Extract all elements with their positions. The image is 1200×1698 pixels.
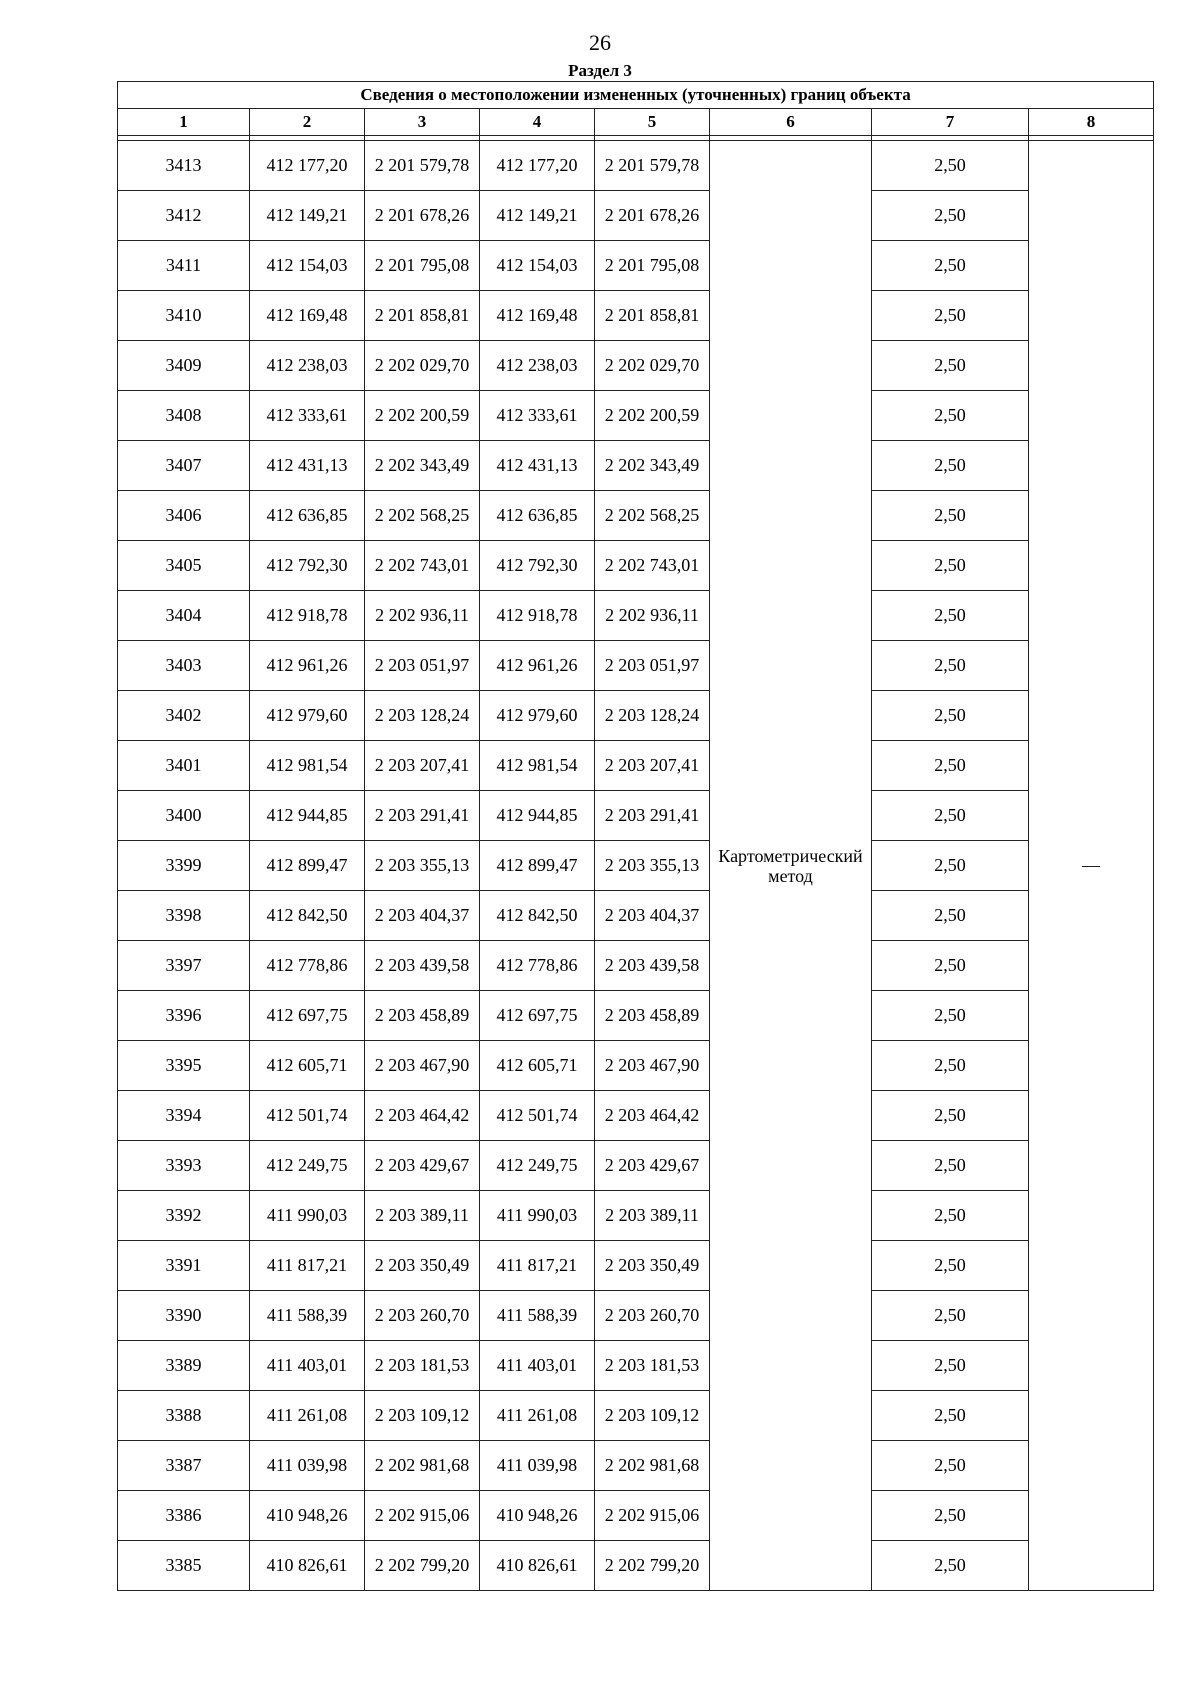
x-refined-cell: 412 944,85 — [480, 791, 595, 841]
y-existing-cell: 2 202 029,70 — [365, 341, 480, 391]
table-row — [118, 791, 1154, 841]
point-id-cell: 3413 — [118, 141, 250, 191]
accuracy-cell: 2,50 — [872, 591, 1029, 641]
table-row — [118, 641, 1154, 691]
column-number-2: 2 — [250, 109, 365, 136]
y-existing-cell: 2 202 743,01 — [365, 541, 480, 591]
x-refined-cell: 410 826,61 — [480, 1541, 595, 1591]
column-number-7: 7 — [872, 109, 1029, 136]
x-existing-cell: 412 177,20 — [250, 141, 365, 191]
y-refined-cell: 2 203 355,13 — [595, 841, 710, 891]
table-body — [118, 141, 1154, 1591]
y-existing-cell: 2 203 109,12 — [365, 1391, 480, 1441]
x-refined-cell: 411 403,01 — [480, 1341, 595, 1391]
point-id-cell: 3385 — [118, 1541, 250, 1591]
point-id-cell: 3409 — [118, 341, 250, 391]
point-id-cell: 3400 — [118, 791, 250, 841]
x-existing-cell: 412 149,21 — [250, 191, 365, 241]
y-existing-cell: 2 202 200,59 — [365, 391, 480, 441]
x-existing-cell: 411 990,03 — [250, 1191, 365, 1241]
table-row — [118, 1191, 1154, 1241]
x-existing-cell: 412 605,71 — [250, 1041, 365, 1091]
y-existing-cell: 2 203 181,53 — [365, 1341, 480, 1391]
table-row — [118, 741, 1154, 791]
y-refined-cell: 2 203 389,11 — [595, 1191, 710, 1241]
x-refined-cell: 411 990,03 — [480, 1191, 595, 1241]
x-refined-cell: 411 039,98 — [480, 1441, 595, 1491]
point-id-cell: 3393 — [118, 1141, 250, 1191]
accuracy-cell: 2,50 — [872, 841, 1029, 891]
point-id-cell: 3399 — [118, 841, 250, 891]
y-existing-cell: 2 203 439,58 — [365, 941, 480, 991]
y-refined-cell: 2 202 200,59 — [595, 391, 710, 441]
table-row — [118, 341, 1154, 391]
x-existing-cell: 411 588,39 — [250, 1291, 365, 1341]
x-refined-cell: 412 169,48 — [480, 291, 595, 341]
y-refined-cell: 2 202 343,49 — [595, 441, 710, 491]
y-existing-cell: 2 202 981,68 — [365, 1441, 480, 1491]
x-existing-cell: 412 792,30 — [250, 541, 365, 591]
y-refined-cell: 2 203 260,70 — [595, 1291, 710, 1341]
point-id-cell: 3402 — [118, 691, 250, 741]
y-refined-cell: 2 202 936,11 — [595, 591, 710, 641]
accuracy-cell: 2,50 — [872, 291, 1029, 341]
table-caption: Сведения о местоположении измененных (уточненных) границ объекта — [118, 82, 1154, 109]
x-existing-cell: 412 778,86 — [250, 941, 365, 991]
column-number-6: 6 — [710, 109, 872, 136]
y-existing-cell: 2 203 260,70 — [365, 1291, 480, 1341]
y-existing-cell: 2 201 678,26 — [365, 191, 480, 241]
table-row — [118, 291, 1154, 341]
coordinates-table — [117, 81, 1154, 1591]
y-refined-cell: 2 202 981,68 — [595, 1441, 710, 1491]
point-id-cell: 3401 — [118, 741, 250, 791]
x-existing-cell: 411 403,01 — [250, 1341, 365, 1391]
accuracy-cell: 2,50 — [872, 1541, 1029, 1591]
point-id-cell: 3404 — [118, 591, 250, 641]
y-existing-cell: 2 203 429,67 — [365, 1141, 480, 1191]
accuracy-cell: 2,50 — [872, 1141, 1029, 1191]
table-row — [118, 1291, 1154, 1341]
x-existing-cell: 412 697,75 — [250, 991, 365, 1041]
point-id-cell: 3411 — [118, 241, 250, 291]
point-id-cell: 3407 — [118, 441, 250, 491]
y-refined-cell: 2 202 915,06 — [595, 1491, 710, 1541]
point-id-cell: 3394 — [118, 1091, 250, 1141]
x-existing-cell: 412 981,54 — [250, 741, 365, 791]
column-number-5: 5 — [595, 109, 710, 136]
y-existing-cell: 2 202 936,11 — [365, 591, 480, 641]
x-refined-cell: 412 778,86 — [480, 941, 595, 991]
accuracy-cell: 2,50 — [872, 1441, 1029, 1491]
x-existing-cell: 412 944,85 — [250, 791, 365, 841]
point-id-cell: 3389 — [118, 1341, 250, 1391]
y-refined-cell: 2 202 029,70 — [595, 341, 710, 391]
y-existing-cell: 2 203 458,89 — [365, 991, 480, 1041]
x-refined-cell: 412 899,47 — [480, 841, 595, 891]
section-title: Раздел 3 — [568, 61, 632, 80]
column-number-8: 8 — [1029, 109, 1154, 136]
table-row — [118, 691, 1154, 741]
x-existing-cell: 412 431,13 — [250, 441, 365, 491]
x-refined-cell: 411 261,08 — [480, 1391, 595, 1441]
point-id-cell: 3405 — [118, 541, 250, 591]
accuracy-cell: 2,50 — [872, 1491, 1029, 1541]
table-row — [118, 591, 1154, 641]
y-existing-cell: 2 201 858,81 — [365, 291, 480, 341]
point-id-cell: 3410 — [118, 291, 250, 341]
y-refined-cell: 2 203 464,42 — [595, 1091, 710, 1141]
point-id-cell: 3396 — [118, 991, 250, 1041]
accuracy-cell: 2,50 — [872, 891, 1029, 941]
y-existing-cell: 2 203 350,49 — [365, 1241, 480, 1291]
x-existing-cell: 412 249,75 — [250, 1141, 365, 1191]
x-existing-cell: 412 961,26 — [250, 641, 365, 691]
x-existing-cell: 412 979,60 — [250, 691, 365, 741]
x-refined-cell: 412 697,75 — [480, 991, 595, 1041]
y-refined-cell: 2 201 795,08 — [595, 241, 710, 291]
y-existing-cell: 2 202 915,06 — [365, 1491, 480, 1541]
column-number-row — [118, 109, 1154, 136]
column-number-4: 4 — [480, 109, 595, 136]
accuracy-cell: 2,50 — [872, 941, 1029, 991]
y-existing-cell: 2 203 128,24 — [365, 691, 480, 741]
point-id-cell: 3388 — [118, 1391, 250, 1441]
y-existing-cell: 2 201 579,78 — [365, 141, 480, 191]
x-existing-cell: 412 238,03 — [250, 341, 365, 391]
table-row — [118, 1141, 1154, 1191]
table-row — [118, 941, 1154, 991]
accuracy-cell: 2,50 — [872, 441, 1029, 491]
x-existing-cell: 411 261,08 — [250, 1391, 365, 1441]
point-id-cell: 3387 — [118, 1441, 250, 1491]
accuracy-cell: 2,50 — [872, 741, 1029, 791]
point-id-cell: 3386 — [118, 1491, 250, 1541]
accuracy-cell: 2,50 — [872, 991, 1029, 1041]
x-refined-cell: 412 249,75 — [480, 1141, 595, 1191]
x-refined-cell: 412 792,30 — [480, 541, 595, 591]
point-id-cell: 3395 — [118, 1041, 250, 1091]
point-id-cell: 3397 — [118, 941, 250, 991]
point-id-cell: 3408 — [118, 391, 250, 441]
accuracy-cell: 2,50 — [872, 391, 1029, 441]
x-existing-cell: 412 333,61 — [250, 391, 365, 441]
accuracy-cell: 2,50 — [872, 1291, 1029, 1341]
table-row — [118, 1091, 1154, 1141]
point-id-cell: 3398 — [118, 891, 250, 941]
accuracy-cell: 2,50 — [872, 1091, 1029, 1141]
x-existing-cell: 412 899,47 — [250, 841, 365, 891]
y-refined-cell: 2 203 128,24 — [595, 691, 710, 741]
accuracy-cell: 2,50 — [872, 791, 1029, 841]
accuracy-cell: 2,50 — [872, 541, 1029, 591]
x-refined-cell: 412 431,13 — [480, 441, 595, 491]
y-refined-cell: 2 203 439,58 — [595, 941, 710, 991]
y-refined-cell: 2 201 579,78 — [595, 141, 710, 191]
point-id-cell: 3403 — [118, 641, 250, 691]
x-refined-cell: 411 588,39 — [480, 1291, 595, 1341]
accuracy-cell: 2,50 — [872, 641, 1029, 691]
x-existing-cell: 412 918,78 — [250, 591, 365, 641]
y-existing-cell: 2 203 051,97 — [365, 641, 480, 691]
accuracy-cell: 2,50 — [872, 1191, 1029, 1241]
accuracy-cell: 2,50 — [872, 141, 1029, 191]
x-refined-cell: 412 842,50 — [480, 891, 595, 941]
x-existing-cell: 412 154,03 — [250, 241, 365, 291]
y-existing-cell: 2 201 795,08 — [365, 241, 480, 291]
y-existing-cell: 2 202 343,49 — [365, 441, 480, 491]
accuracy-cell: 2,50 — [872, 491, 1029, 541]
accuracy-cell: 2,50 — [872, 691, 1029, 741]
table-row — [118, 391, 1154, 441]
y-refined-cell: 2 201 678,26 — [595, 191, 710, 241]
x-refined-cell: 412 154,03 — [480, 241, 595, 291]
x-existing-cell: 412 501,74 — [250, 1091, 365, 1141]
y-refined-cell: 2 203 350,49 — [595, 1241, 710, 1291]
table-row — [118, 1241, 1154, 1291]
y-refined-cell: 2 203 291,41 — [595, 791, 710, 841]
y-refined-cell: 2 203 404,37 — [595, 891, 710, 941]
y-existing-cell: 2 203 464,42 — [365, 1091, 480, 1141]
accuracy-cell: 2,50 — [872, 341, 1029, 391]
accuracy-cell: 2,50 — [872, 1241, 1029, 1291]
y-refined-cell: 2 202 568,25 — [595, 491, 710, 541]
x-refined-cell: 412 238,03 — [480, 341, 595, 391]
table-row — [118, 841, 1154, 891]
table-row — [118, 891, 1154, 941]
x-refined-cell: 412 177,20 — [480, 141, 595, 191]
table-row — [118, 491, 1154, 541]
accuracy-cell: 2,50 — [872, 241, 1029, 291]
y-refined-cell: 2 202 743,01 — [595, 541, 710, 591]
x-refined-cell: 412 636,85 — [480, 491, 595, 541]
table-row — [118, 1541, 1154, 1591]
table-row — [118, 541, 1154, 591]
y-refined-cell: 2 202 799,20 — [595, 1541, 710, 1591]
x-refined-cell: 412 501,74 — [480, 1091, 595, 1141]
accuracy-cell: 2,50 — [872, 1041, 1029, 1091]
point-id-cell: 3390 — [118, 1291, 250, 1341]
y-refined-cell: 2 201 858,81 — [595, 291, 710, 341]
table-row — [118, 1341, 1154, 1391]
y-existing-cell: 2 203 207,41 — [365, 741, 480, 791]
y-refined-cell: 2 203 109,12 — [595, 1391, 710, 1441]
y-existing-cell: 2 202 568,25 — [365, 491, 480, 541]
x-refined-cell: 410 948,26 — [480, 1491, 595, 1541]
table-row — [118, 241, 1154, 291]
y-existing-cell: 2 203 355,13 — [365, 841, 480, 891]
accuracy-cell: 2,50 — [872, 1341, 1029, 1391]
y-refined-cell: 2 203 458,89 — [595, 991, 710, 1041]
page-number: 26 — [589, 30, 611, 55]
y-existing-cell: 2 202 799,20 — [365, 1541, 480, 1591]
point-id-cell: 3391 — [118, 1241, 250, 1291]
table-row — [118, 191, 1154, 241]
x-refined-cell: 412 961,26 — [480, 641, 595, 691]
point-id-cell: 3392 — [118, 1191, 250, 1241]
table-row — [118, 441, 1154, 491]
x-existing-cell: 411 039,98 — [250, 1441, 365, 1491]
method-cell: Картометрический метод — [710, 141, 872, 1591]
y-refined-cell: 2 203 429,67 — [595, 1141, 710, 1191]
table-row — [118, 991, 1154, 1041]
table-row — [118, 1041, 1154, 1091]
point-id-cell: 3406 — [118, 491, 250, 541]
column-number-1: 1 — [118, 109, 250, 136]
y-existing-cell: 2 203 404,37 — [365, 891, 480, 941]
column8-cell: — — [1029, 141, 1154, 1591]
x-existing-cell: 412 636,85 — [250, 491, 365, 541]
x-existing-cell: 410 826,61 — [250, 1541, 365, 1591]
x-refined-cell: 412 918,78 — [480, 591, 595, 641]
x-refined-cell: 412 979,60 — [480, 691, 595, 741]
accuracy-cell: 2,50 — [872, 1391, 1029, 1441]
table-row — [118, 1491, 1154, 1541]
y-refined-cell: 2 203 181,53 — [595, 1341, 710, 1391]
y-refined-cell: 2 203 207,41 — [595, 741, 710, 791]
y-refined-cell: 2 203 467,90 — [595, 1041, 710, 1091]
x-refined-cell: 412 333,61 — [480, 391, 595, 441]
x-existing-cell: 412 169,48 — [250, 291, 365, 341]
point-id-cell: 3412 — [118, 191, 250, 241]
x-refined-cell: 412 981,54 — [480, 741, 595, 791]
x-existing-cell: 411 817,21 — [250, 1241, 365, 1291]
table-row — [118, 1391, 1154, 1441]
x-refined-cell: 411 817,21 — [480, 1241, 595, 1291]
accuracy-cell: 2,50 — [872, 191, 1029, 241]
x-existing-cell: 410 948,26 — [250, 1491, 365, 1541]
table-row — [118, 1441, 1154, 1491]
y-refined-cell: 2 203 051,97 — [595, 641, 710, 691]
table-row — [118, 141, 1154, 191]
x-refined-cell: 412 149,21 — [480, 191, 595, 241]
y-existing-cell: 2 203 389,11 — [365, 1191, 480, 1241]
y-existing-cell: 2 203 467,90 — [365, 1041, 480, 1091]
y-existing-cell: 2 203 291,41 — [365, 791, 480, 841]
column-number-3: 3 — [365, 109, 480, 136]
x-existing-cell: 412 842,50 — [250, 891, 365, 941]
x-refined-cell: 412 605,71 — [480, 1041, 595, 1091]
